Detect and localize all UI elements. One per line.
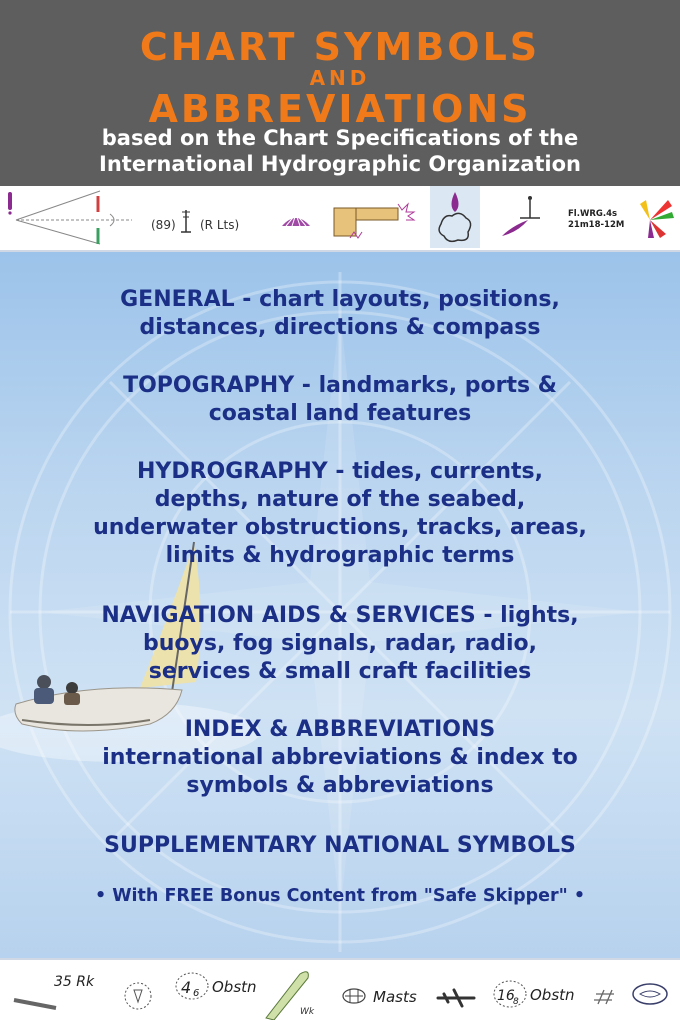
pier-icon <box>334 204 414 238</box>
header-banner <box>0 0 680 186</box>
title-line-1: CHART SYMBOLS <box>139 25 541 69</box>
subtitle-line-2: International Hydrographic Organization <box>99 152 581 176</box>
section-supplementary <box>0 832 680 860</box>
obstruction-label-2: Obstn <box>530 986 575 1004</box>
obstruction-symbol-2 <box>494 981 575 1007</box>
section-navigation-line1: NAVIGATION AIDS & SERVICES - lights, <box>101 603 579 628</box>
section-topography-line2: coastal land features <box>208 401 472 426</box>
subtitle-line-1: based on the Chart Specifications of the <box>101 126 579 150</box>
obstruction-sub-1: 6 <box>193 988 200 999</box>
section-topography-line1: TOPOGRAPHY - landmarks, ports & <box>123 373 557 398</box>
section-hydrography-line1: HYDROGRAPHY - tides, currents, <box>137 459 543 484</box>
light-island-icon <box>430 186 480 248</box>
rock-label: 35 Rk <box>54 974 95 990</box>
bottom-symbol-strip <box>0 958 680 1020</box>
obstruction-label-1: Obstn <box>212 978 257 996</box>
obstruction-depth-2: 16 <box>497 988 515 1004</box>
section-index-line2: international abbreviations & index to <box>102 745 578 770</box>
obstruction-sub-2: 8 <box>513 997 519 1007</box>
section-general-line1: GENERAL - chart layouts, positions, <box>120 287 560 312</box>
shell-icon <box>282 214 310 226</box>
label-r-lts: (R Lts) <box>200 218 240 232</box>
main-panel <box>0 252 680 958</box>
foul-ground-icon <box>594 990 614 1004</box>
section-index <box>0 716 680 800</box>
title-line-2: AND <box>309 66 371 90</box>
section-index-line3: symbols & abbreviations <box>186 773 494 798</box>
section-navigation-line3: services & small craft facilities <box>148 659 532 684</box>
rock-symbol <box>14 974 95 1008</box>
fish-haven-icon <box>633 984 667 1004</box>
top-symbols-svg <box>0 186 680 250</box>
section-topography <box>0 372 680 428</box>
sector-light-icon <box>640 200 674 238</box>
label-89: (89) <box>151 218 176 232</box>
section-supplementary-line1: SUPPLEMENTARY NATIONAL SYMBOLS <box>104 833 576 858</box>
section-index-line1: INDEX & ABBREVIATIONS <box>184 717 496 742</box>
radio-mast-icon <box>181 210 191 232</box>
bottom-symbols-svg <box>0 960 680 1020</box>
obstruction-depth-1: 4 <box>181 978 192 997</box>
beacon-light-icon <box>502 196 540 236</box>
wreck-label: Wk <box>300 1007 315 1017</box>
section-navigation-line2: buoys, fog signals, radar, radio, <box>143 631 537 656</box>
section-hydrography <box>0 458 680 570</box>
section-general <box>0 286 680 342</box>
section-navigation-aids <box>0 602 680 686</box>
obstruction-symbol-1 <box>176 973 257 999</box>
section-hydrography-line3: underwater obstructions, tracks, areas, <box>93 515 587 540</box>
wreck-circle-icon <box>125 983 151 1009</box>
light-char-line2: 21m18-12M <box>568 220 625 230</box>
masts-symbol <box>343 988 417 1006</box>
section-general-line2: distances, directions & compass <box>139 315 541 340</box>
title-line-3: ABBREVIATIONS <box>148 87 532 131</box>
top-symbol-strip <box>0 186 680 252</box>
aircraft-icon <box>438 990 474 1006</box>
masts-label: Masts <box>373 988 417 1006</box>
section-hydrography-line4: limits & hydrographic terms <box>165 543 515 568</box>
leading-lights-symbol <box>8 191 132 244</box>
light-char-line1: Fl.WRG.4s <box>568 209 618 219</box>
bonus-content-note: • With FREE Bonus Content from "Safe Skipper" • <box>94 886 586 906</box>
wreck-symbol <box>266 972 315 1020</box>
section-hydrography-line2: depths, nature of the seabed, <box>154 487 526 512</box>
